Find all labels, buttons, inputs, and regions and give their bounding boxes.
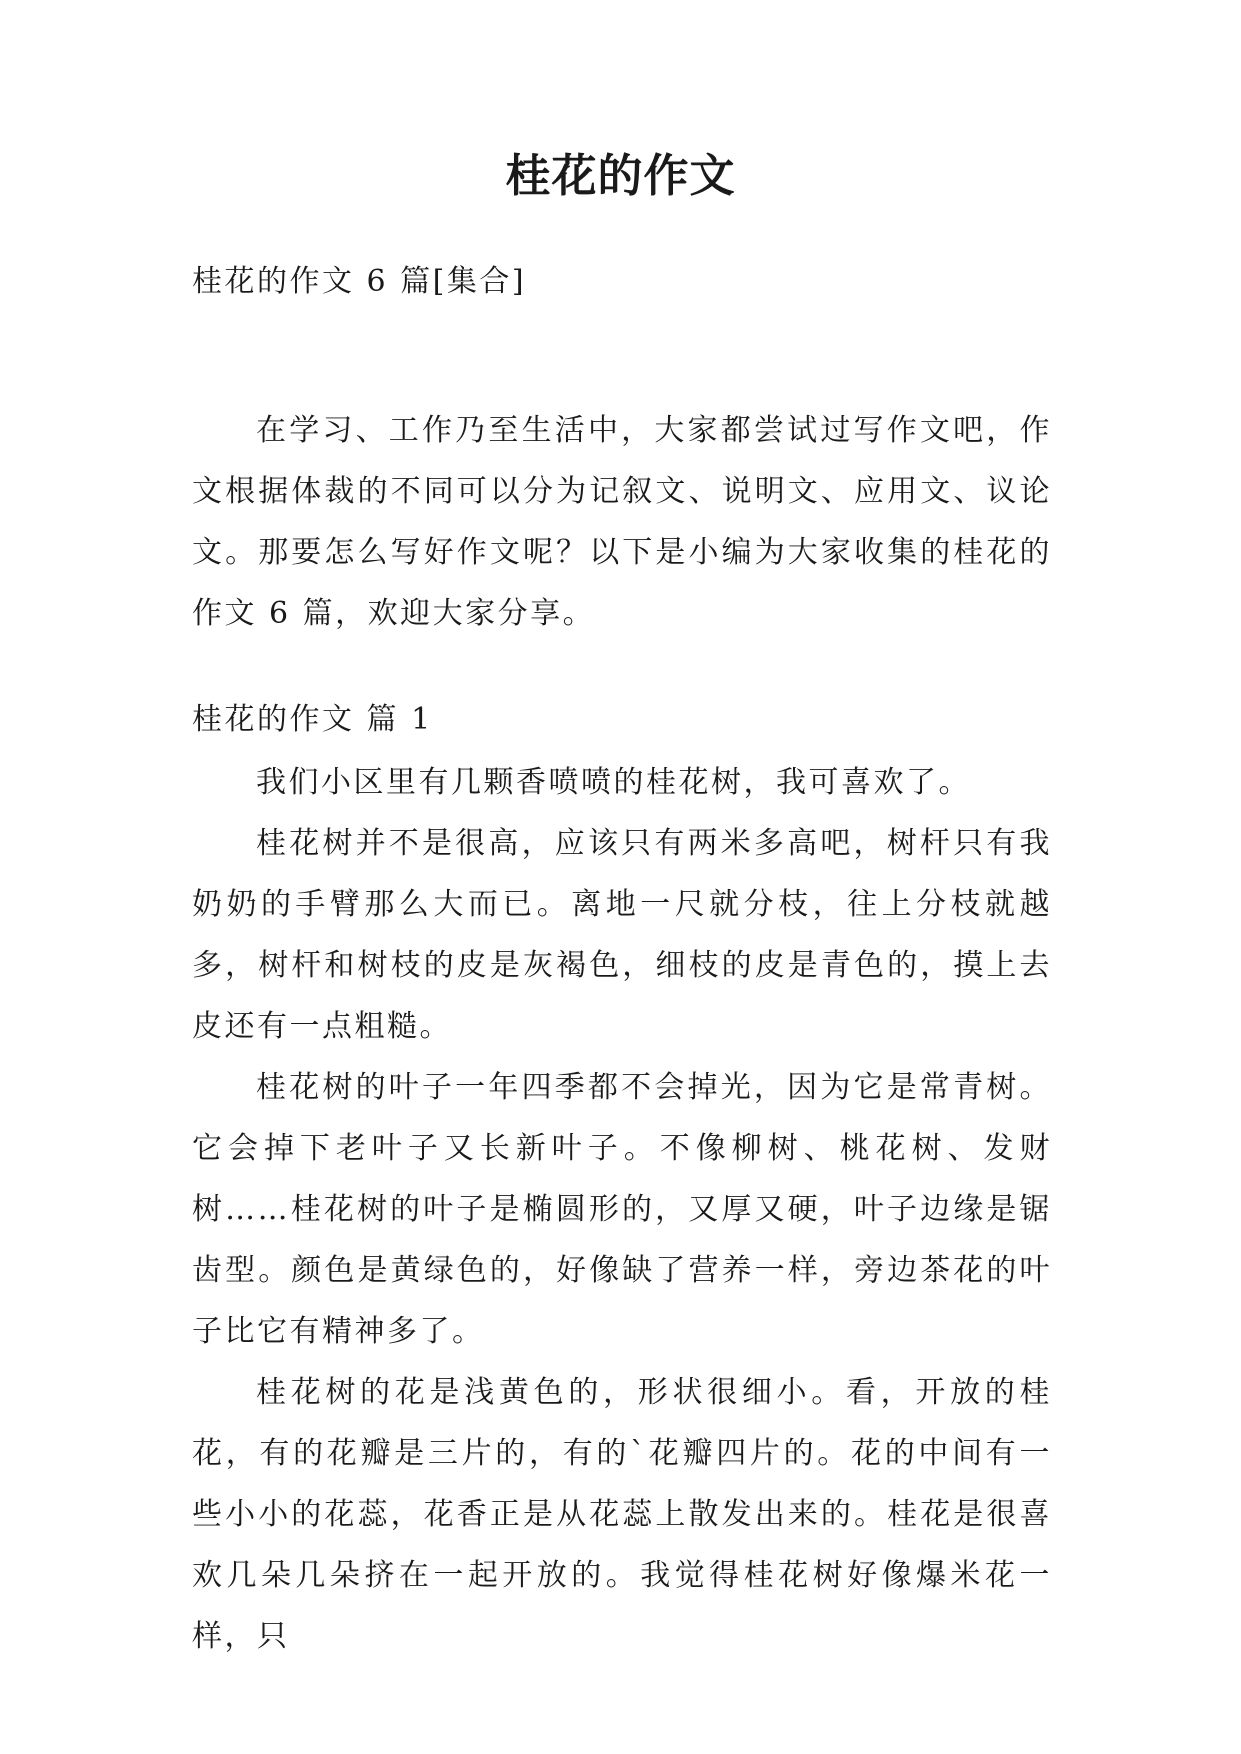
intro-paragraph: 在学习、工作乃至生活中，大家都尝试过写作文吧，作文根据体裁的不同可以分为记叙文、说明文、应用文、议论文。那要怎么写好作文呢？以下是小编为大家收集的桂花的作文 6 篇，欢迎大家分享。 — [192, 413, 1052, 631]
section-heading: 桂花的作文 篇 1 — [192, 702, 433, 737]
essay-paragraph: 桂花树的叶子一年四季都不会掉光，因为它是常青树。它会掉下老叶子又长新叶子。不像柳树、桃花树、发财树……桂花树的叶子是椭圆形的，又厚又硬，叶子边缘是锯齿型。颜色是黄绿色的，好像缺了营养一样，旁边茶花的叶子比它有精神多了。 — [192, 1070, 1052, 1349]
essay-body — [192, 752, 1052, 1667]
essay-paragraph: 桂花树的花是浅黄色的，形状很细小。看，开放的桂花，有的花瓣是三片的，有的`花瓣四片的。花的中间有一些小小的花蕊，花香正是从花蕊上散发出来的。桂花是很喜欢几朵几朵挤在一起开放的。我觉得桂花树好像爆米花一样，只 — [192, 1375, 1052, 1654]
essay-paragraph: 我们小区里有几颗香喷喷的桂花树，我可喜欢了。 — [256, 765, 971, 800]
document-subtitle: 桂花的作文 6 篇[集合] — [192, 264, 527, 299]
document-title: 桂花的作文 — [505, 149, 736, 202]
essay-paragraph: 桂花树并不是很高，应该只有两米多高吧，树杆只有我奶奶的手臂那么大而已。离地一尺就分枝，往上分枝就越多，树杆和树枝的皮是灰褐色，细枝的皮是青色的，摸上去皮还有一点粗糙。 — [192, 826, 1052, 1044]
